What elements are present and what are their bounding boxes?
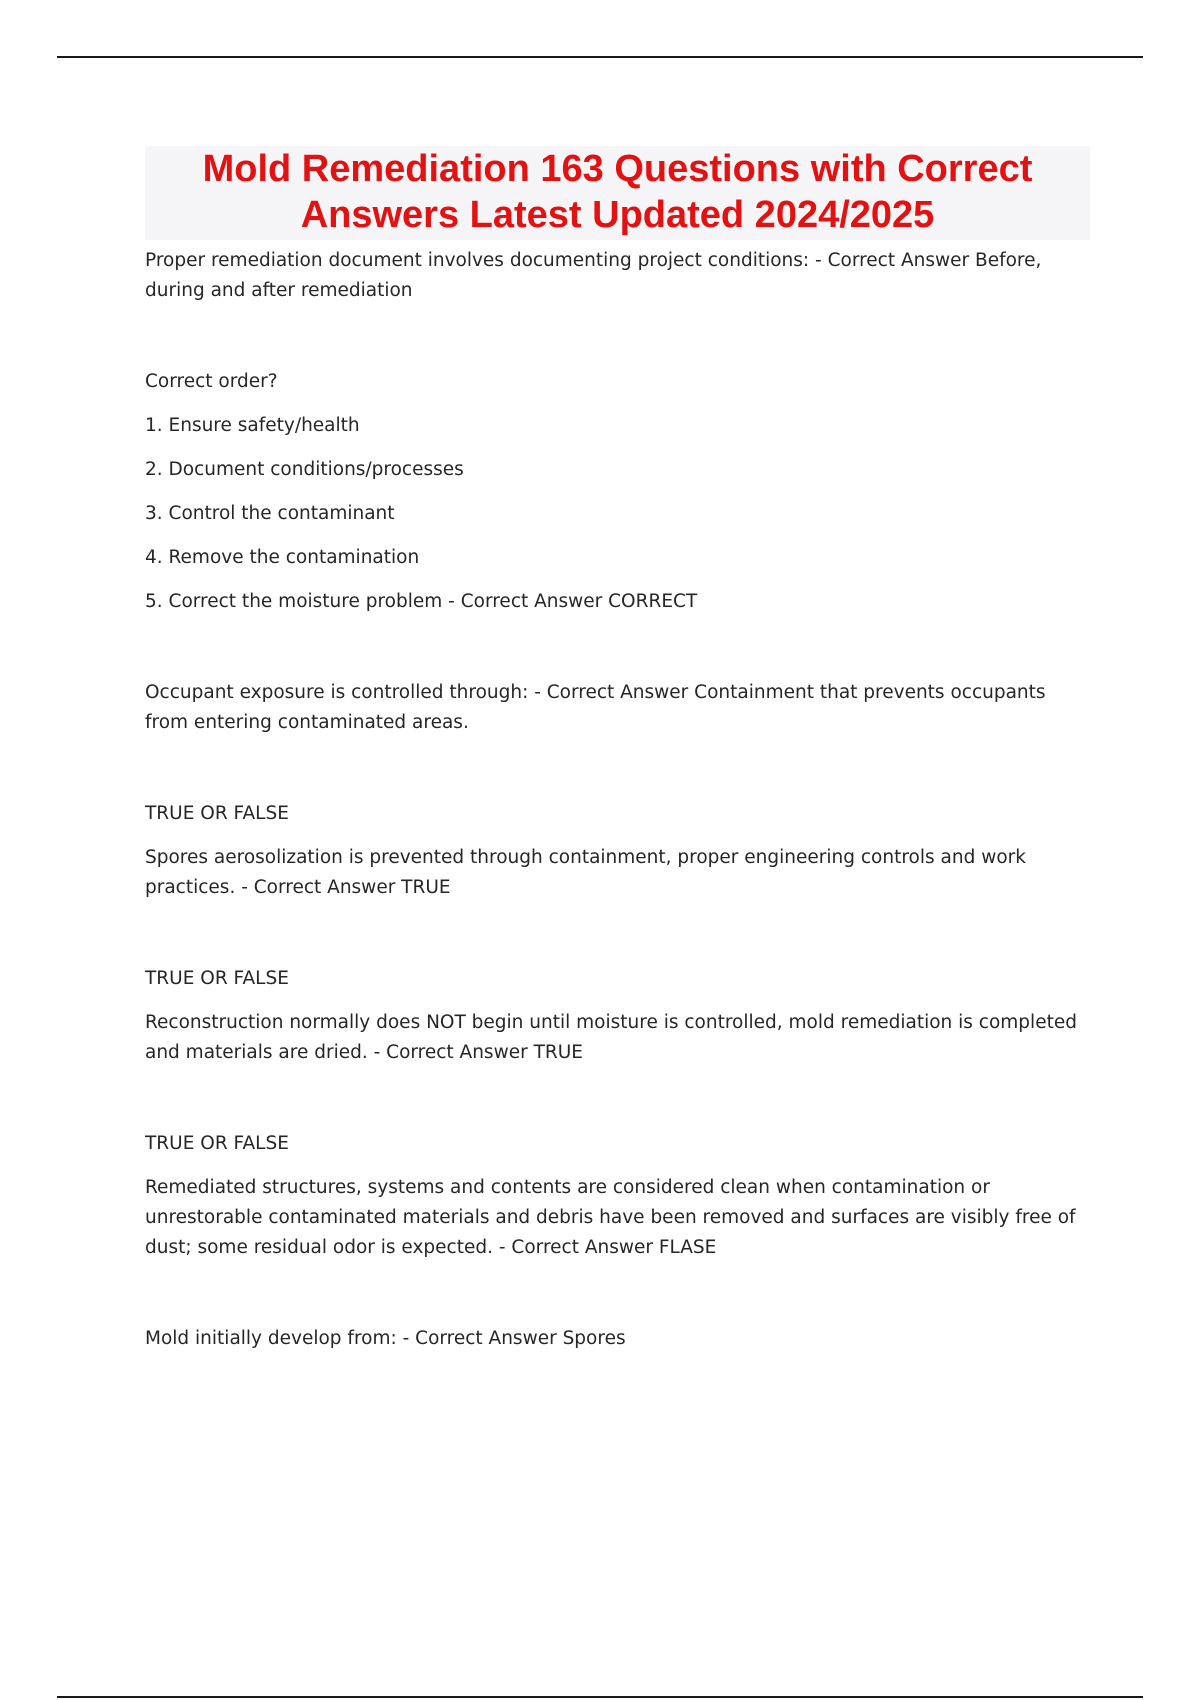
order-step-2: 2. Document conditions/processes [145,459,464,480]
bottom-rule [57,1696,1143,1698]
question-mold-develop: Mold initially develop from: - Correct Answer Spores [145,1328,626,1349]
question-spores-aerosolization: Spores aerosolization is prevented through containment, proper engineering controls and work practices. - Correct Answer TRUE [145,847,1026,898]
order-step-3: 3. Control the contaminant [145,503,395,524]
question-4-heading: TRUE OR FALSE [145,803,289,824]
question-5-heading: TRUE OR FALSE [145,968,289,989]
question-occupant-exposure: Occupant exposure is controlled through: - Correct Answer Containment that prevents occupants from entering contaminated areas. [145,682,1046,733]
document-title-line-1: Mold Remediation 163 Questions with Correct [202,148,1033,190]
order-step-4: 4. Remove the contamination [145,547,420,568]
top-rule [57,56,1143,58]
document-body [145,146,1090,1354]
title-banner [145,146,1090,240]
question-proper-remediation: Proper remediation document involves documenting project conditions: - Correct Answer Before, during and after remediation [145,250,1042,301]
question-6-heading: TRUE OR FALSE [145,1133,289,1154]
order-step-1: 1. Ensure safety/health [145,415,360,436]
question-correct-order-heading: Correct order? [145,371,278,392]
order-step-5: 5. Correct the moisture problem - Correct Answer CORRECT [145,591,698,612]
question-reconstruction: Reconstruction normally does NOT begin until moisture is controlled, mold remediation is completed and materials are dried. - Correct Answer TRUE [145,1012,1077,1063]
question-remediated-structures: Remediated structures, systems and contents are considered clean when contamination or unrestorable contaminated materials and debris have been removed and surfaces are visibly free of dust; some residual odor is expected. - Correct Answer FLASE [145,1177,1076,1258]
document-title-line-2: Answers Latest Updated 2024/2025 [300,194,935,236]
